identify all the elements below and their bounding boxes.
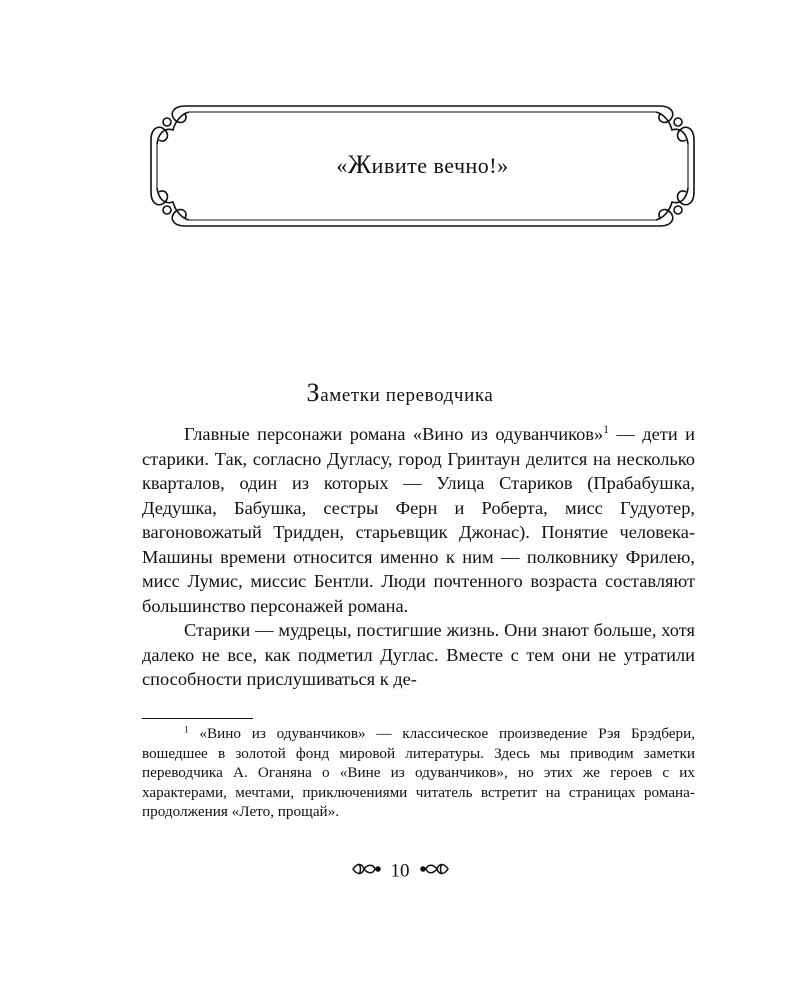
footnote-marker: 1 [184, 725, 189, 736]
paragraph: Главные персонажи романа «Вино из одуванчиков»$^1$ — дети и старики. Так, согласно Дугласу, город Гринтаун делится на несколько кварталов, один из которых — Улица Стариков (Прабабушка, Дедушка, Бабушка, сестры Ферн и Роберта, мисс Гудуотер, вагоновожатый Тридден, старьевщик Джонас). Понятие человека-Машины времени относится именно к ним — полковнику Фрилею, мисс Лумис, миссис Бентли. Люди почтенного возраста составляют большинство персонажей романа. [142, 424, 695, 616]
corner-scroll-top-right [656, 106, 694, 144]
footnote-reference[interactable]: 1 [603, 424, 609, 437]
main-text [142, 422, 695, 692]
footnote-separator [142, 718, 253, 719]
fleuron-right-icon [420, 861, 450, 883]
paragraph: Старики — мудрецы, постигшие жизнь. Они знают больше, хотя далеко не все, как подметил Дуглас. Вместе с тем они не утратили способности прислушиваться к де- [142, 620, 695, 689]
corner-scroll-bottom-right [656, 188, 694, 226]
page-number-block [0, 860, 800, 883]
section-heading: Заметки переводчика [306, 378, 494, 407]
fleuron-left-icon [351, 861, 381, 883]
chapter-title: «Живите вечно!» [336, 150, 509, 179]
footnote: $^1$ «Вино из одуванчиков» — классическое произведение Рэя Брэдбери, вошедшее в золотой фонд мировой литературы. Здесь мы приводим заметки переводчика А. Оганяна о «Вине из одуванчиков», но этих же героев с их характерами, мечтами, приключениями читатель встретит на страницах романа-продолжения «Лето, прощай». [142, 725, 695, 821]
section-heading-initial: З [306, 378, 321, 407]
corner-scroll-top-left [151, 106, 189, 144]
corner-scroll-bottom-left [151, 188, 189, 226]
chapter-title-frame [145, 100, 700, 232]
chapter-title-initial: Ж [347, 150, 372, 179]
page-number: 10 [390, 860, 410, 882]
